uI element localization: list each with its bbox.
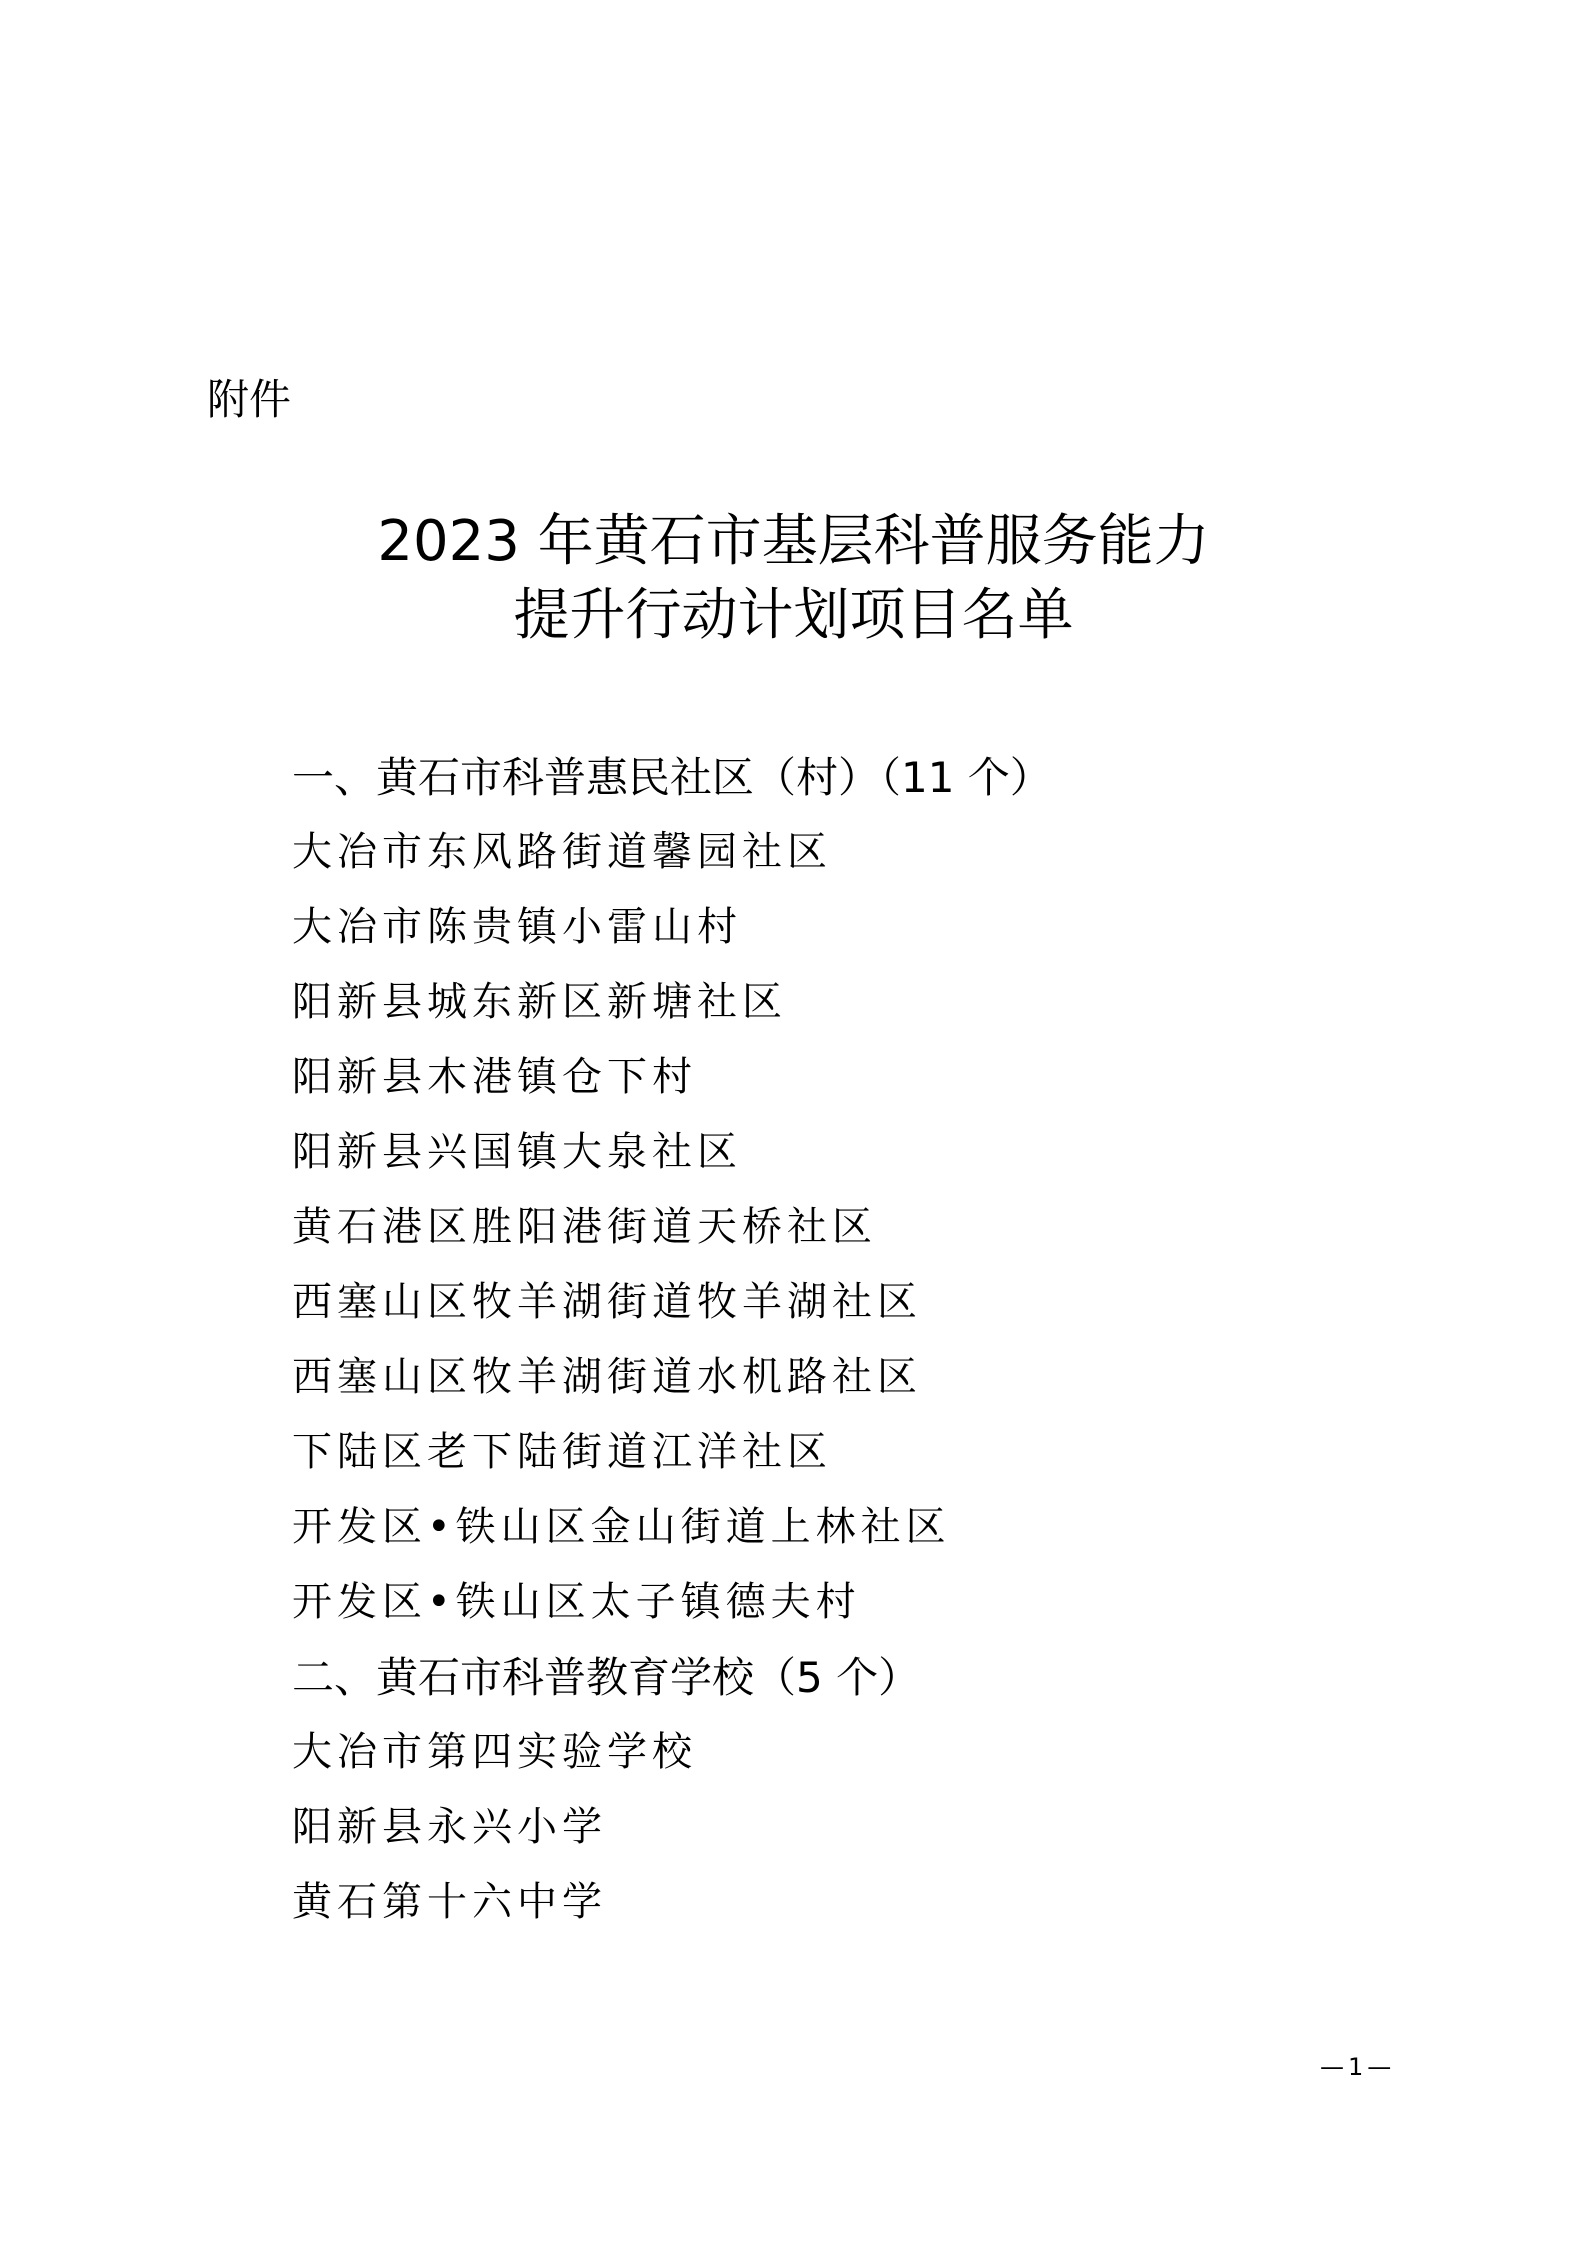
list-item: 大冶市东风路街道馨园社区 (292, 829, 832, 875)
list-item: 开发区•铁山区金山街道上林社区 (292, 1504, 951, 1550)
list-item: 阳新县木港镇仓下村 (292, 1054, 697, 1100)
list-item: 阳新县永兴小学 (292, 1804, 607, 1850)
list-item: 西塞山区牧羊湖街道水机路社区 (292, 1354, 922, 1400)
section-heading-schools: 二、黄石市科普教育学校（5 个） (292, 1653, 921, 1702)
list-item: 大冶市陈贵镇小雷山村 (292, 904, 742, 950)
list-item: 阳新县城东新区新塘社区 (292, 979, 787, 1025)
list-item: 下陆区老下陆街道江洋社区 (292, 1429, 832, 1475)
list-item: 黄石港区胜阳港街道天桥社区 (292, 1204, 877, 1250)
list-item: 黄石第十六中学 (292, 1879, 607, 1925)
list-item: 阳新县兴国镇大泉社区 (292, 1129, 742, 1175)
page-number: —1— (1320, 2053, 1396, 2081)
list-item: 大冶市第四实验学校 (292, 1729, 697, 1775)
title-line-1: 2023 年黄石市基层科普服务能力 (377, 509, 1210, 574)
section-heading-communities: 一、黄石市科普惠民社区（村）（11 个） (292, 753, 1052, 802)
attachment-label: 附件 (207, 375, 292, 424)
project-list (292, 740, 1492, 1940)
title-line-2: 提升行动计划项目名单 (513, 583, 1074, 648)
list-item: 西塞山区牧羊湖街道牧羊湖社区 (292, 1279, 922, 1325)
list-item: 开发区•铁山区太子镇德夫村 (292, 1579, 861, 1625)
document-title (0, 505, 1587, 653)
